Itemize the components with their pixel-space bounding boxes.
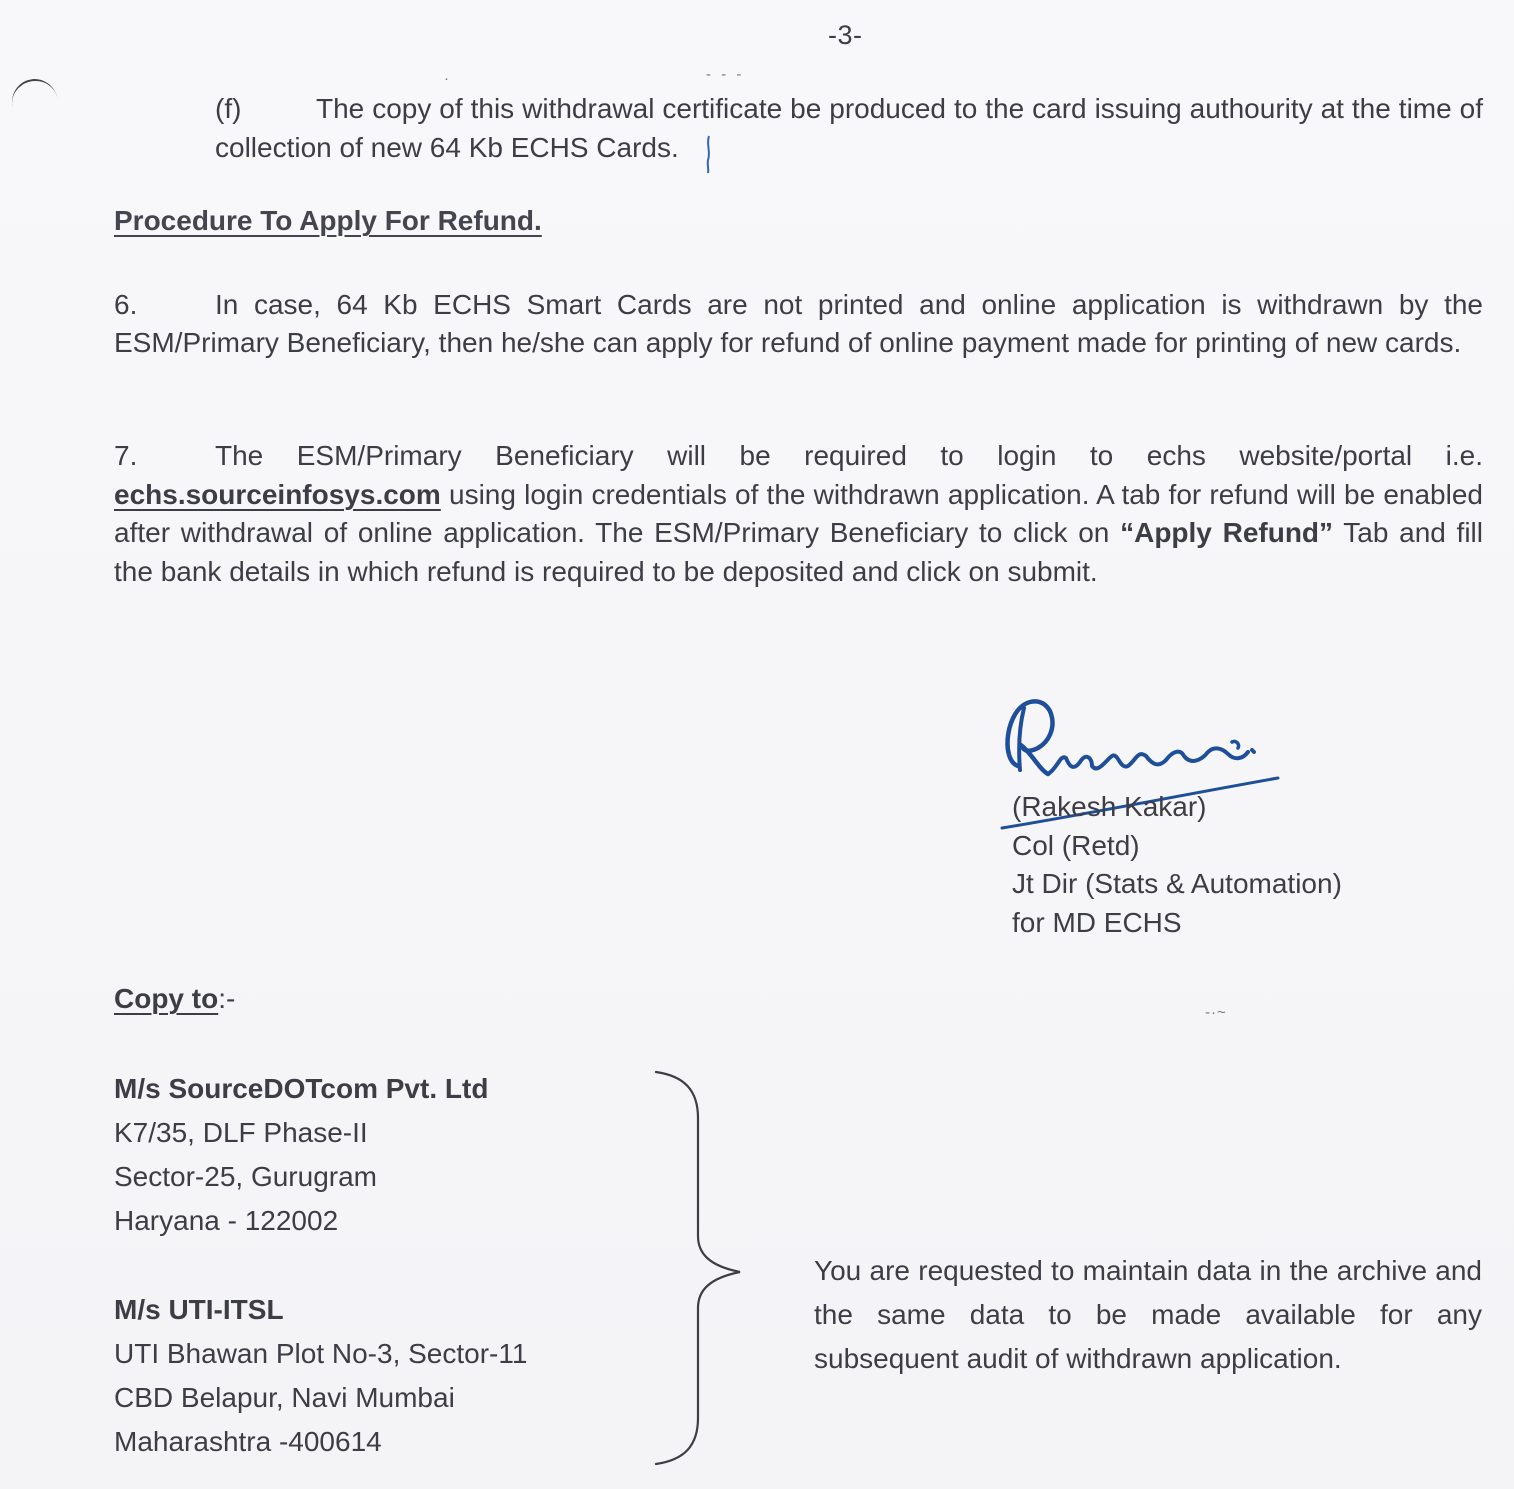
address-line: UTI Bhawan Plot No-3, Sector-11: [114, 1338, 528, 1369]
address-line: Sector-25, Gurugram: [114, 1161, 377, 1192]
address-line: Maharashtra -400614: [114, 1426, 382, 1457]
paragraph-6: [114, 286, 1483, 362]
recipient-address: [114, 1067, 488, 1243]
signatory-designation: Jt Dir (Stats & Automation): [1012, 868, 1342, 899]
portal-link[interactable]: echs.sourceinfosys.com: [114, 478, 441, 510]
recipient-name: M/s UTI-ITSL: [114, 1294, 284, 1325]
paragraph-text: The copy of this withdrawal certificate be produced to the card issuing authourity at the time of collection of new 64 Kb ECHS Cards.: [215, 93, 1483, 163]
ink-correction-mark: [703, 134, 713, 174]
address-line: CBD Belapur, Navi Mumbai: [114, 1382, 455, 1413]
signatory-block: [1012, 788, 1342, 942]
signatory-name: (Rakesh Kakar): [1012, 791, 1207, 822]
paragraph-f: [215, 89, 1483, 167]
paragraph-marker: (f): [215, 93, 242, 124]
scan-speck: -·~: [1205, 1004, 1227, 1021]
copy-to-suffix: :-: [218, 983, 236, 1014]
address-line: Haryana - 122002: [114, 1205, 339, 1236]
page-number: -3-: [828, 20, 863, 50]
address-line: K7/35, DLF Phase-II: [114, 1117, 368, 1148]
paragraph-text-middle: using login credentials of the withdrawn application. A tab for refund will be enabled after withdrawal of online application. The ESM/Primary Beneficiary to click on: [114, 478, 1483, 548]
scan-speck: ·: [444, 70, 449, 87]
apply-refund-tab-name: “Apply Refund”: [1120, 517, 1334, 548]
copy-to-label: Copy to: [114, 983, 219, 1014]
signatory-for: for MD ECHS: [1012, 906, 1182, 938]
right-curly-brace: [650, 1068, 750, 1468]
paragraph-7: [114, 437, 1483, 591]
paragraph-marker: 6.: [114, 289, 138, 320]
section-heading: Procedure To Apply For Refund.: [114, 205, 542, 236]
paragraph-marker: 7.: [114, 440, 138, 471]
paragraph-text-start: The ESM/Primary Beneficiary will be required to login to echs website/portal i.e.: [215, 440, 1483, 471]
recipient-name: M/s SourceDOTcom Pvt. Ltd: [114, 1073, 489, 1104]
scan-speck: - - -: [706, 66, 745, 83]
signatory-rank: Col (Retd): [1012, 829, 1140, 861]
punch-hole-mark: [8, 75, 63, 132]
copy-to-heading: [114, 983, 235, 1015]
recipient-address: [114, 1288, 527, 1464]
paragraph-text-end: Tab and fill the bank details in which refund is required to be deposited and click on submit.: [114, 517, 1483, 587]
request-note: You are requested to maintain data in the archive and the same data to be made available for any subsequent audit of withdrawn application.: [814, 1255, 1482, 1374]
paragraph-text: In case, 64 Kb ECHS Smart Cards are not printed and online application is withdrawn by the ESM/Primary Beneficiary, then he/she can apply for refund of online payment made for printing of new cards.: [114, 289, 1483, 358]
